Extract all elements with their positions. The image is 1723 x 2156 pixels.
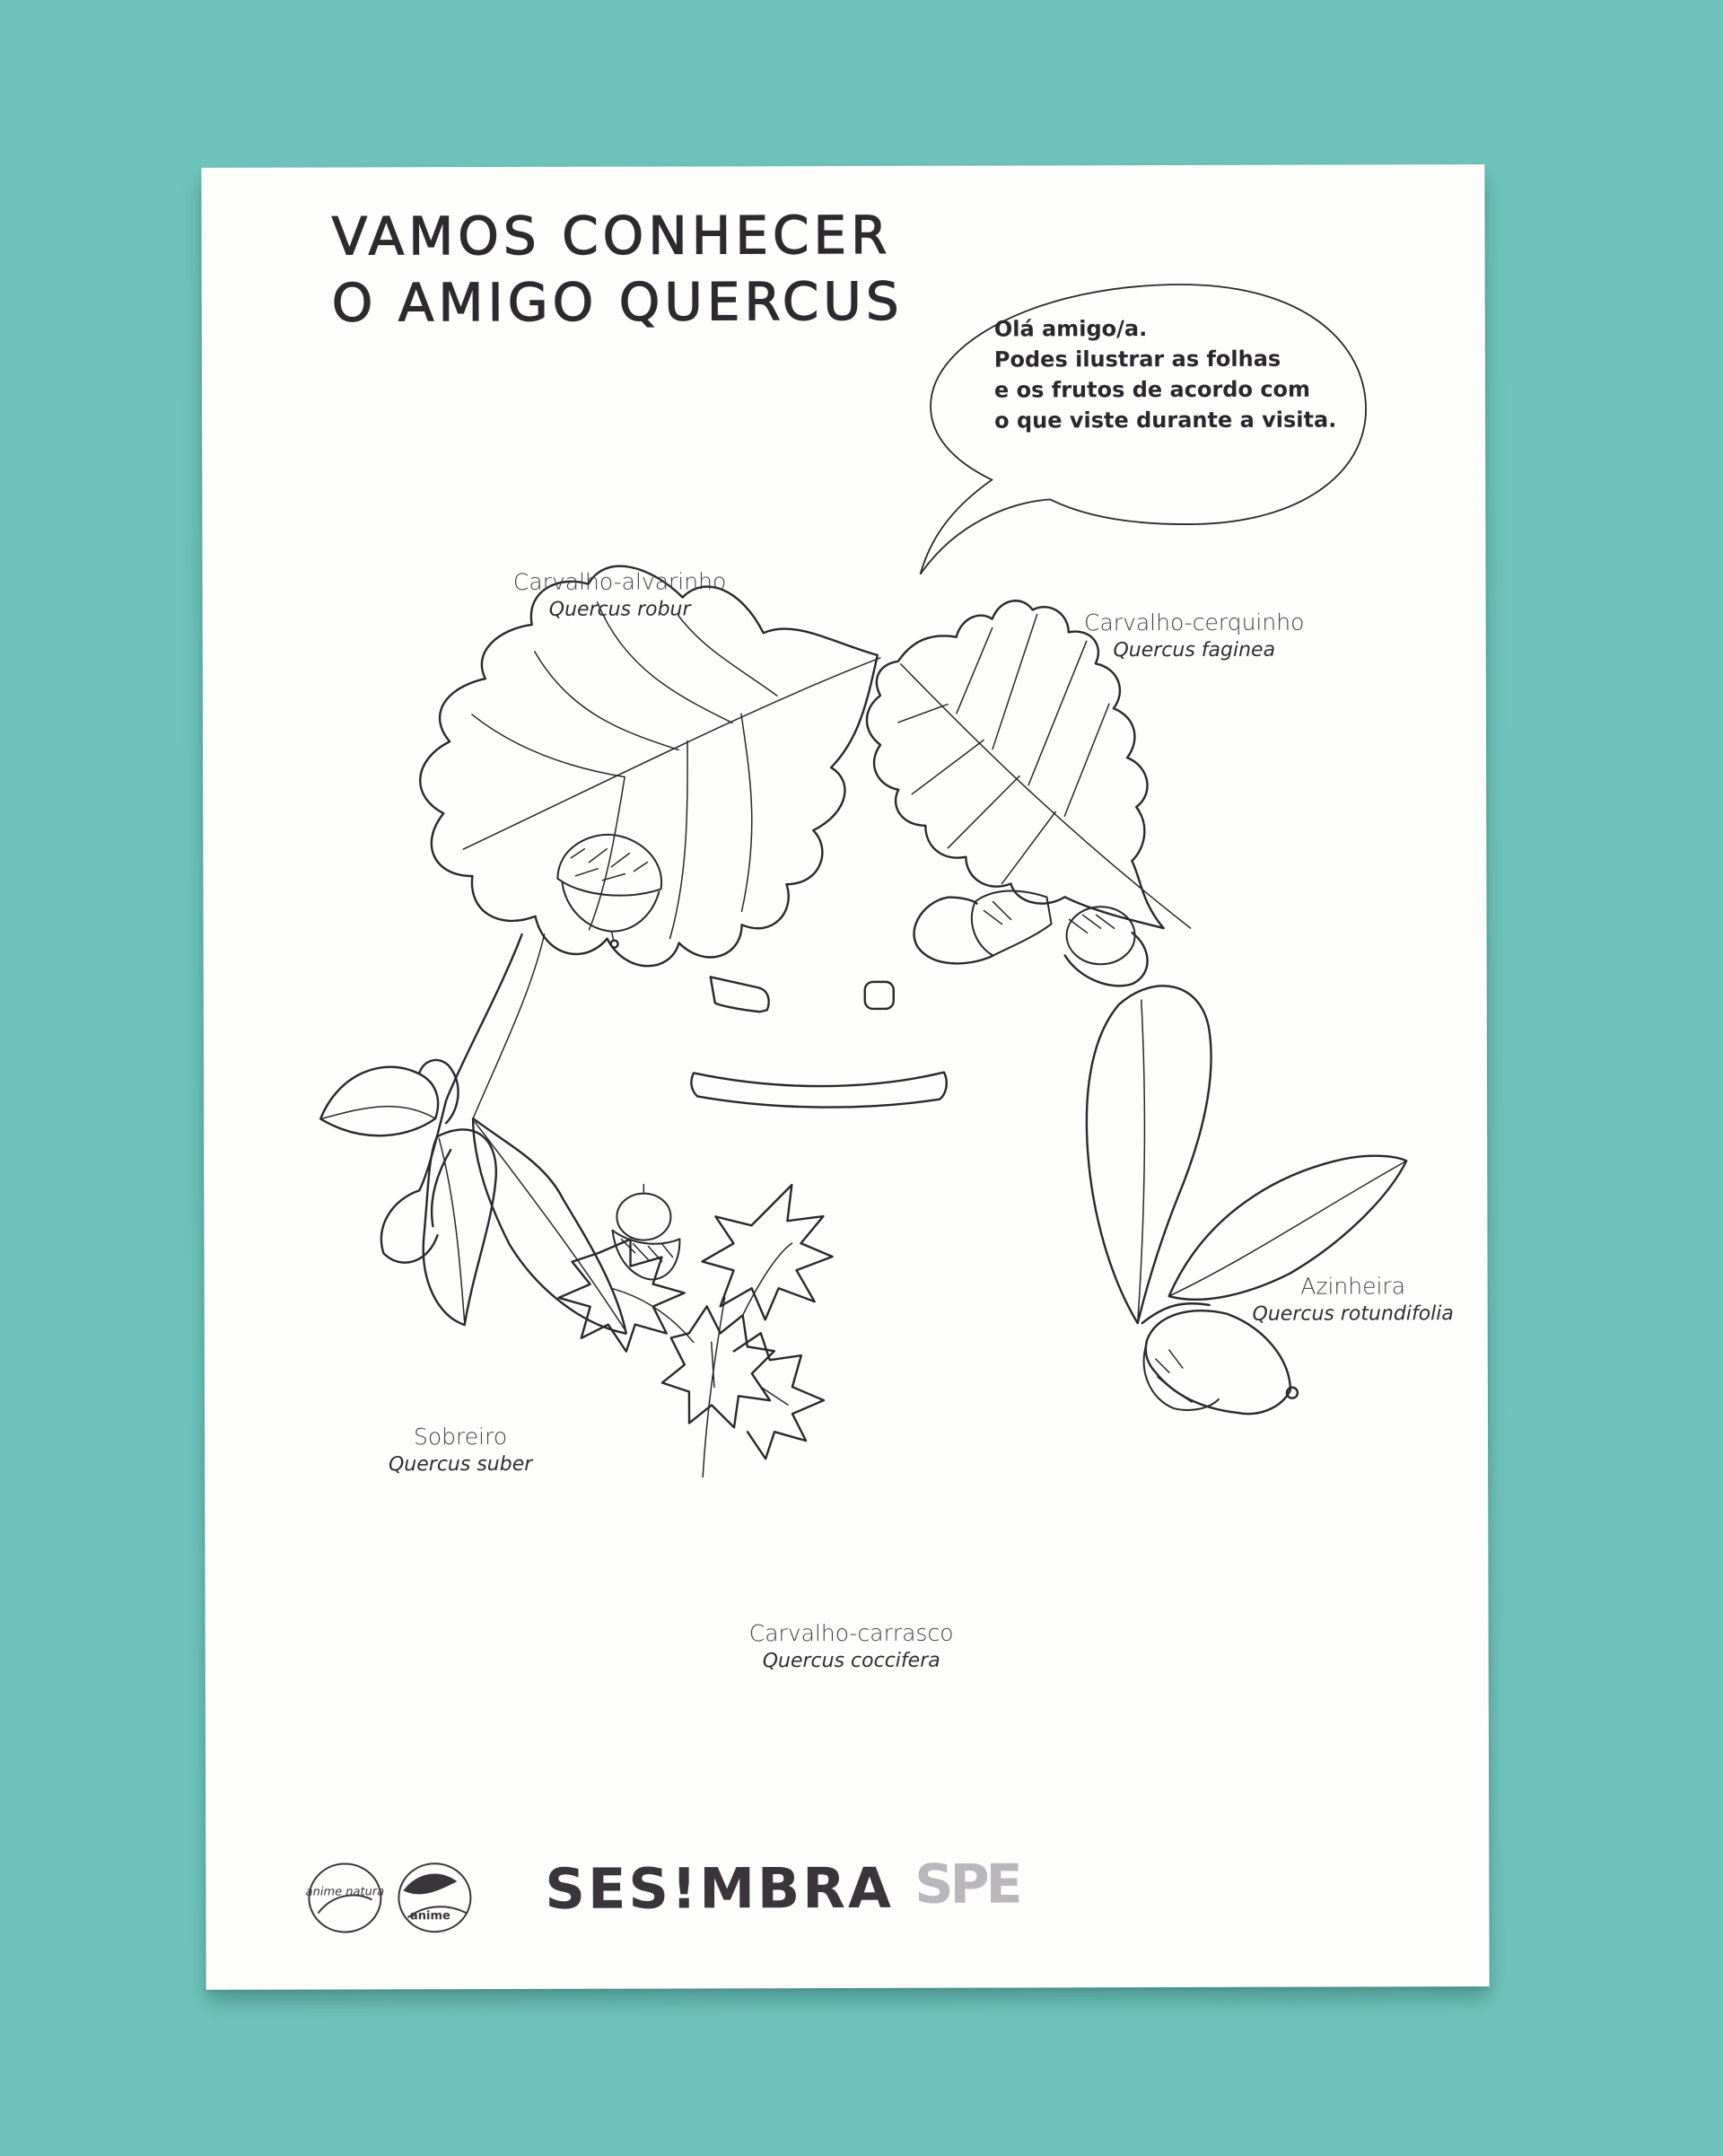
- scientific-name: Quercus coccifera: [762, 1649, 940, 1673]
- faginea-acorn-icon: [914, 890, 1147, 986]
- scientific-name: Quercus suber: [388, 1452, 533, 1477]
- bubble-line-3: e os frutos de acordo com: [993, 376, 1311, 403]
- scientific-name: Quercus faginea: [1113, 638, 1276, 662]
- title-line-2: O AMIGO QUERCUS: [331, 270, 904, 334]
- smile-mouth: [691, 1073, 946, 1108]
- quercus-illustration: [201, 164, 1489, 1990]
- scientific-name: Quercus rotundifolia: [1252, 1302, 1454, 1326]
- common-name: Sobreiro: [413, 1423, 508, 1450]
- bubble-line-4: o que viste durante a visita.: [994, 407, 1337, 434]
- coloring-sheet: [201, 164, 1489, 1990]
- common-name: Carvalho-cerquinho: [1083, 609, 1305, 636]
- anime-natura-text: anime natura: [305, 1885, 385, 1899]
- rotundifolia-acorn-icon: [1144, 1310, 1298, 1414]
- right-eye: [865, 982, 894, 1009]
- coccifera-acorn-icon: [612, 1184, 679, 1279]
- robur-leaf-icon: [420, 565, 881, 967]
- suber-leaf-icon: [320, 934, 626, 1335]
- quercus-face: [691, 977, 947, 1108]
- label-carvalho-cerquinho: [1069, 609, 1320, 662]
- anime-text: anime: [409, 1909, 450, 1924]
- left-eye: [711, 977, 769, 1012]
- label-sobreiro: [362, 1424, 559, 1477]
- bubble-line-2: Podes ilustrar as folhas: [993, 346, 1281, 372]
- bubble-line-1: Olá amigo/a.: [993, 316, 1148, 342]
- anime-natura-logo: [304, 1854, 484, 1941]
- common-name: Carvalho-alvarinho: [512, 568, 727, 595]
- common-name: Azinheira: [1300, 1273, 1406, 1300]
- common-name: Carvalho-carrasco: [748, 1619, 954, 1647]
- label-carvalho-carrasco: [722, 1620, 982, 1673]
- scientific-name: Quercus robur: [548, 598, 691, 621]
- spe-logo: SPE: [914, 1853, 1019, 1916]
- sesimbra-logo: SES!MBRA: [545, 1854, 895, 1922]
- label-carvalho-alvarinho: [503, 568, 737, 621]
- coccifera-leaf-icon: [558, 1185, 833, 1477]
- label-azinheira: [1237, 1273, 1470, 1326]
- title-line-1: VAMOS CONHECER: [331, 204, 892, 267]
- robur-acorn-icon: [557, 835, 661, 948]
